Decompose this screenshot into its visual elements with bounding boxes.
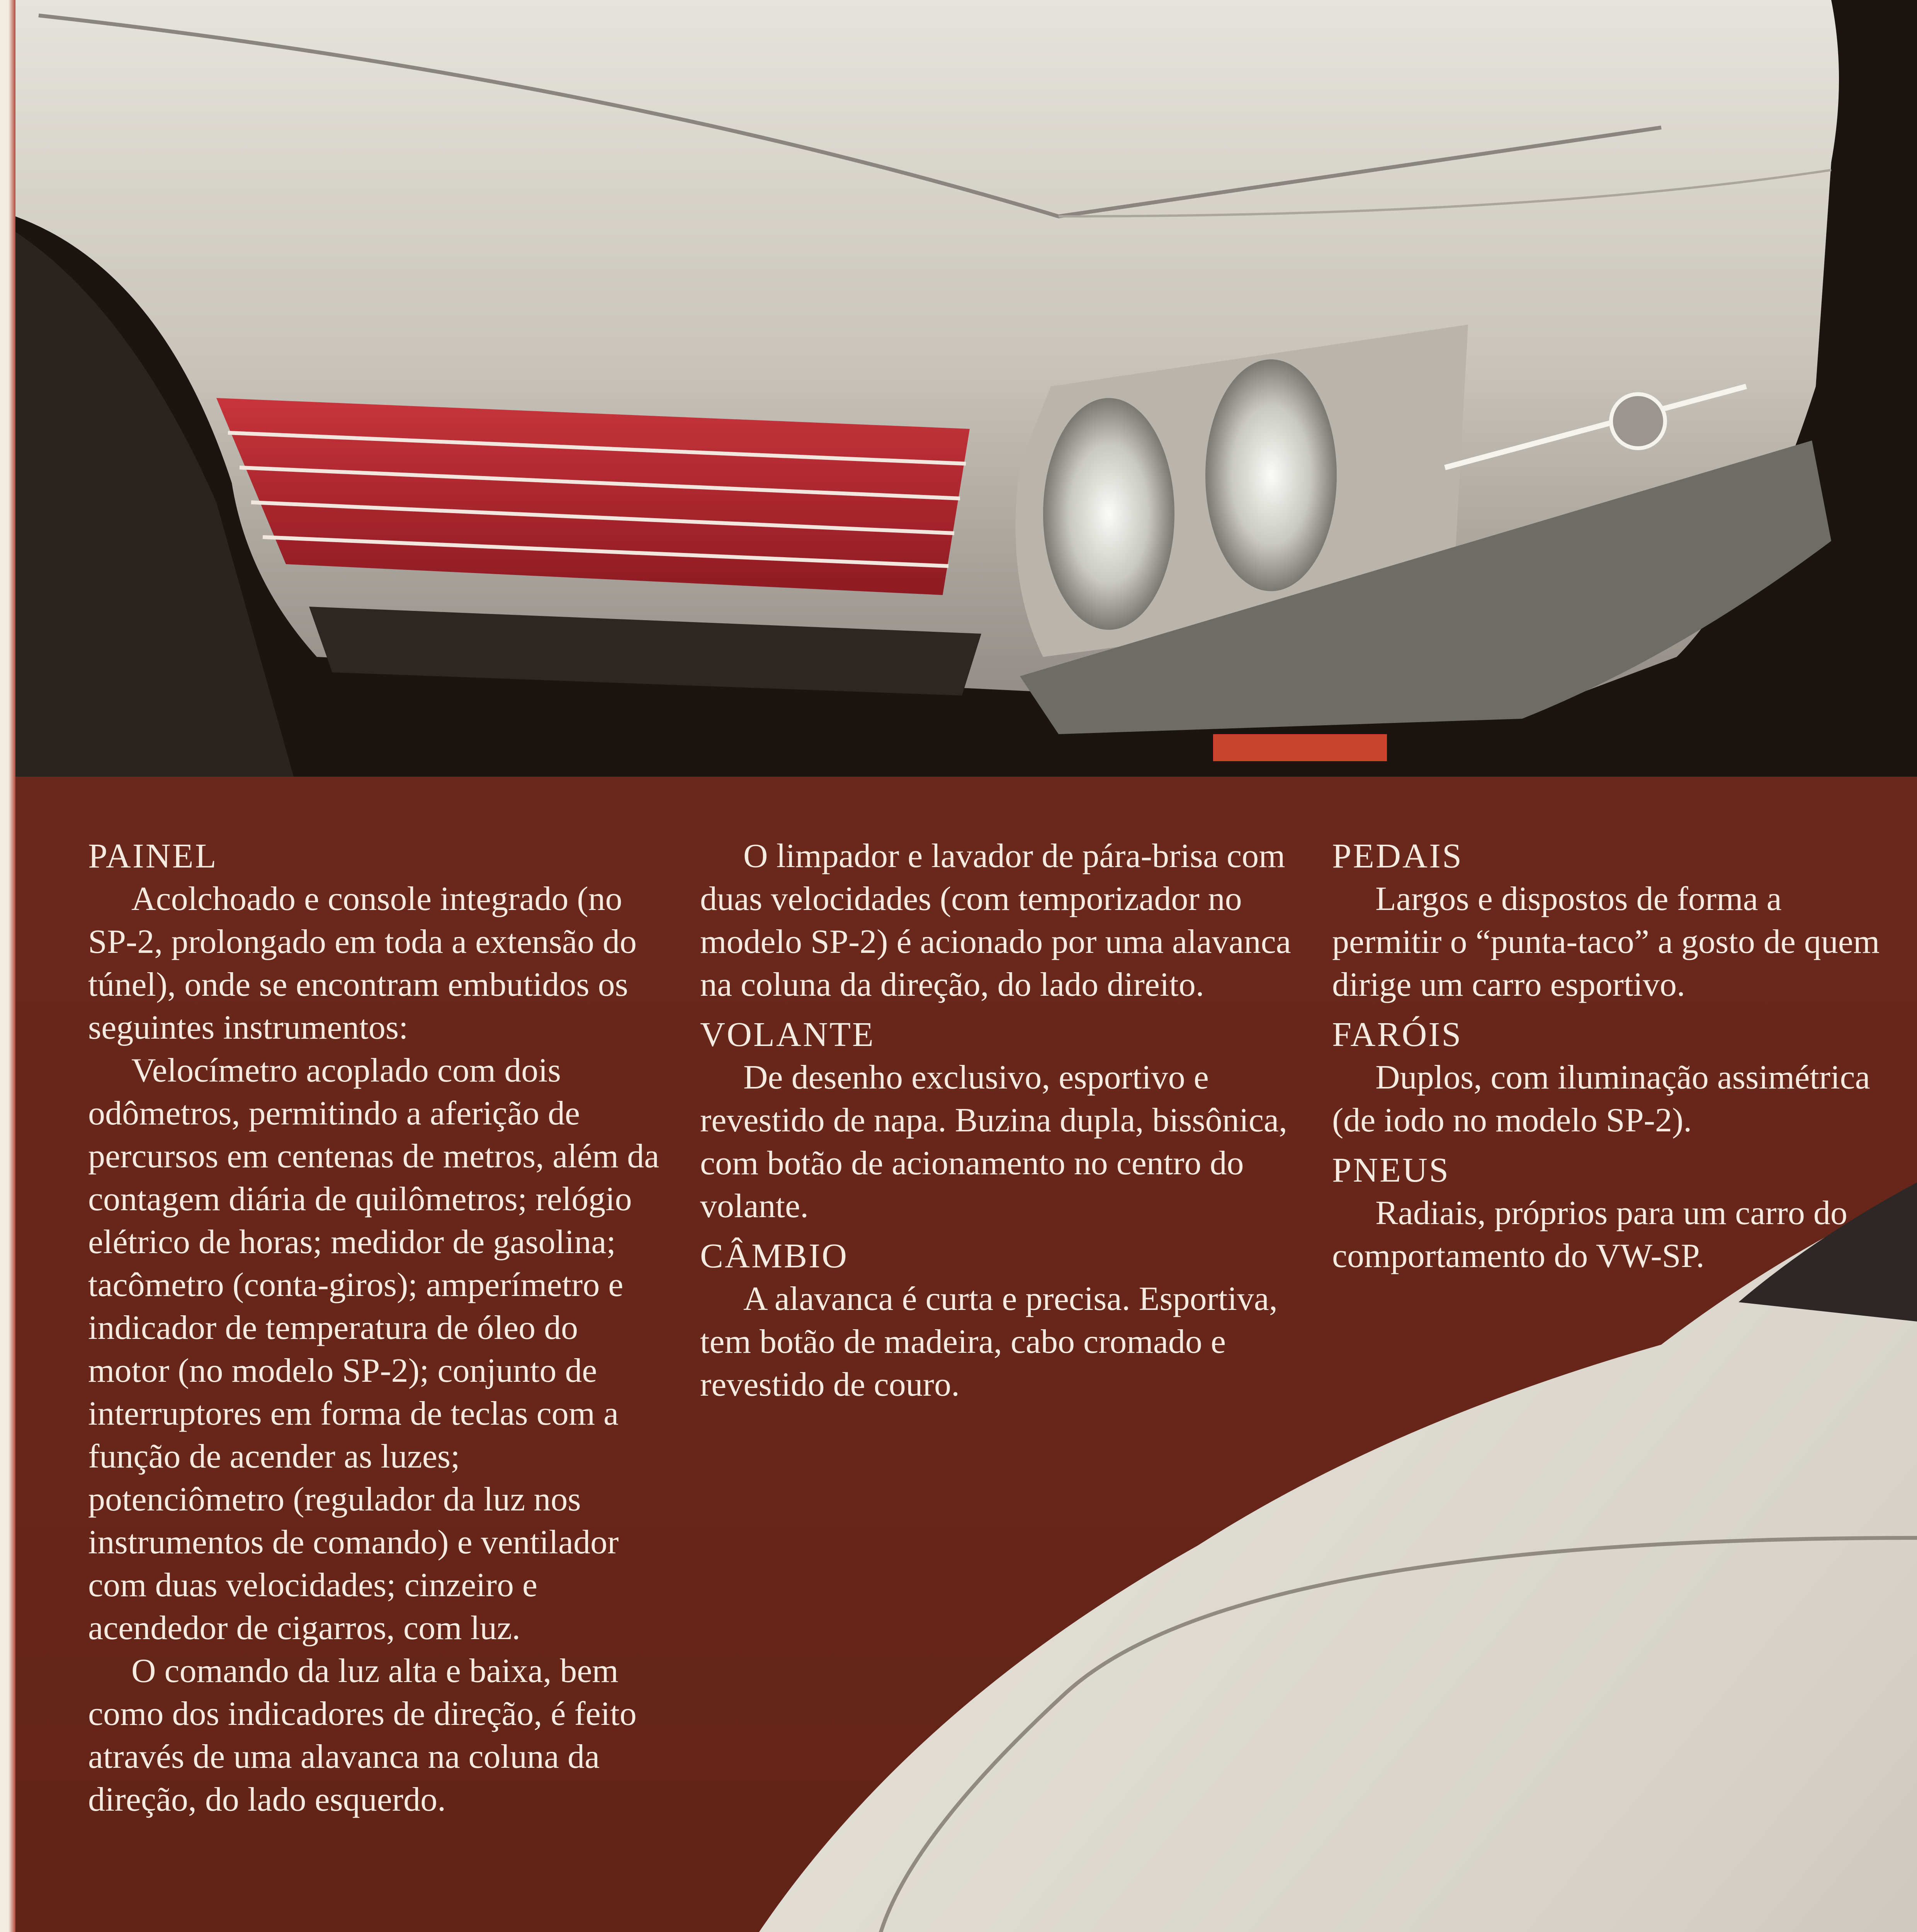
section-pneus (1332, 1149, 1885, 1277)
column-painel (88, 835, 660, 1821)
section-pedais (1332, 835, 1885, 1006)
paragraph-pneus: Radiais, próprios para um carro do comportamento do VW-SP. (1332, 1194, 1847, 1275)
heading-cambio: CÂMBIO (700, 1237, 849, 1275)
section-farois (1332, 1013, 1885, 1142)
heading-farois: FARÓIS (1332, 1015, 1463, 1054)
paragraph-limpador: O limpador e lavador de pára-brisa com duas velocidades (com temporizador no modelo SP-2) é acionado por uma alavanca na coluna da direção, do lado direito. (700, 837, 1291, 1003)
paragraph-pedais: Largos e dispostos de forma a permitir o “punta-taco” a gosto de quem dirige um carro esportivo. (1332, 880, 1880, 1003)
heading-pedais: PEDAIS (1332, 837, 1463, 875)
column-right (1332, 835, 1885, 1277)
section-cambio (700, 1235, 1318, 1406)
heading-painel: PAINEL (88, 837, 218, 875)
column-middle (700, 835, 1318, 1406)
paragraph-cambio: A alavanca é curta e precisa. Esportiva, tem botão de madeira, cabo cromado e revestido de couro. (700, 1280, 1278, 1403)
paragraph-volante: De desenho exclusivo, esportivo e revestido de napa. Buzina dupla, bissônica, com botão de acionamento no centro do volante. (700, 1059, 1288, 1225)
paragraph-painel-1: Acolchoado e console integrado (no SP-2, prolongado em toda a extensão do túnel), onde se encontram embutidos os seguintes instrumentos: (88, 880, 637, 1046)
heading-volante: VOLANTE (700, 1015, 875, 1054)
section-volante (700, 1013, 1318, 1228)
car-front-closeup-photo (15, 0, 1917, 777)
paragraph-painel-3: O comando da luz alta e baixa, bem como dos indicadores de direção, é feito através de uma alavanca na coluna da direção, do lado esquerdo. (88, 1652, 637, 1818)
heading-pneus: PNEUS (1332, 1151, 1450, 1189)
paragraph-farois: Duplos, com iluminação assimétrica (de iodo no modelo SP-2). (1332, 1059, 1870, 1139)
paragraph-painel-2: Velocímetro acoplado com dois odômetros, permitindo a aferição de percursos em centenas de metros, além da contagem diária de quilômetros; relógio elétrico de horas; medidor de gasolina; tacômetro (conta-giros); amperímetro e indicador de temperatura de óleo do motor (no modelo SP-2); conjunto de interruptores em forma de teclas com a função de acender as luzes; potenciômetro (regulador da luz nos instrumentos de comando) e ventilador com duas velocidades; cinzeiro e acendedor de cigarros, com luz. (88, 1052, 659, 1647)
